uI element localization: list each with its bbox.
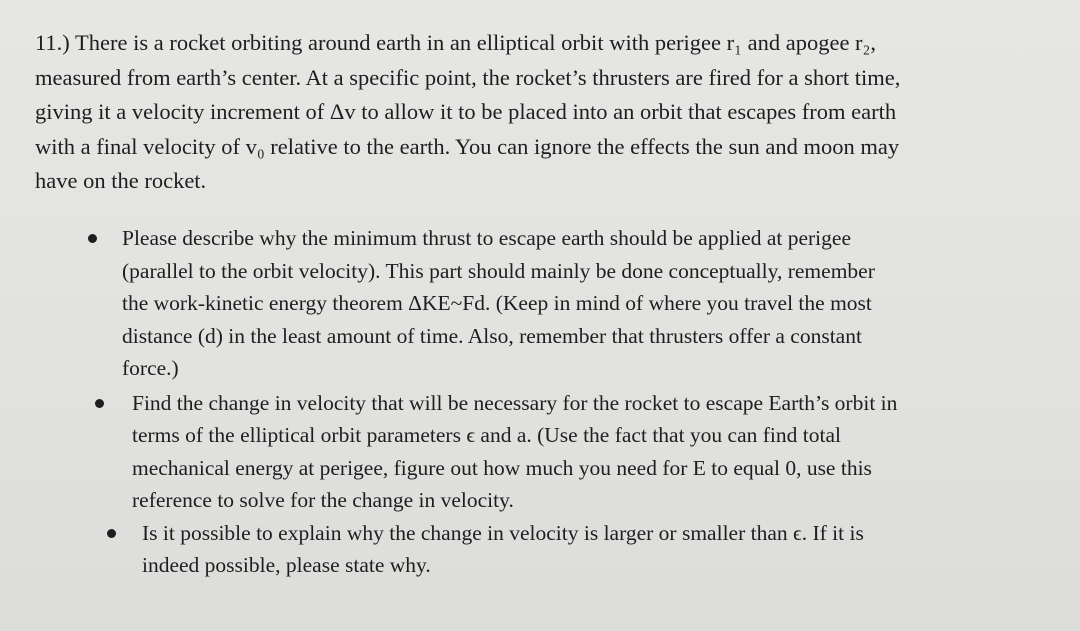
question-item: [0, 222, 1080, 385]
question-line: the work-kinetic energy theorem ΔKE~Fd. (Keep in mind of where you travel the most: [122, 291, 872, 315]
question-line: Please describe why the minimum thrust to escape earth should be applied at perigee: [122, 226, 851, 250]
intro-line: 11.) There is a rocket orbiting around earth in an elliptical orbit with perigee r₁ and apogee r₂,: [35, 30, 877, 55]
question-text: [132, 387, 1080, 517]
question-line: mechanical energy at perigee, figure out how much you need for E to equal 0, use this: [132, 455, 872, 480]
intro-line: measured from earth’s center. At a specific point, the rocket’s thrusters are fired for a short time,: [35, 64, 901, 90]
question-line: Find the change in velocity that will be necessary for the rocket to escape Earth’s orbit in: [132, 390, 898, 415]
question-line: (parallel to the orbit velocity). This part should mainly be done conceptually, remember: [122, 258, 875, 283]
intro-line: with a final velocity of v₀ relative to the earth. You can ignore the effects the sun and moon may: [35, 133, 900, 159]
question-line: reference to solve for the change in velocity.: [132, 488, 514, 512]
question-list: [0, 222, 1080, 584]
question-text: [142, 517, 1080, 582]
question-item: [0, 517, 1080, 582]
intro-line: giving it a velocity increment of Δv to allow it to be placed into an orbit that escapes from earth: [35, 99, 897, 124]
bullet-icon: [88, 234, 97, 243]
question-line: terms of the elliptical orbit parameters ϵ and a. (Use the fact that you can find total: [132, 423, 841, 447]
question-line: force.): [122, 356, 179, 380]
question-line: Is it possible to explain why the change in velocity is larger or smaller than ϵ. If it is: [142, 520, 864, 545]
question-line: indeed possible, please state why.: [142, 553, 431, 577]
intro-line: have on the rocket.: [35, 168, 207, 193]
question-line: distance (d) in the least amount of time. Also, remember that thrusters offer a constant: [122, 323, 862, 348]
question-item: [0, 387, 1080, 517]
bullet-icon: [95, 399, 104, 408]
bullet-icon: [107, 529, 116, 538]
problem-intro: [35, 26, 1060, 199]
question-text: [122, 222, 1080, 385]
